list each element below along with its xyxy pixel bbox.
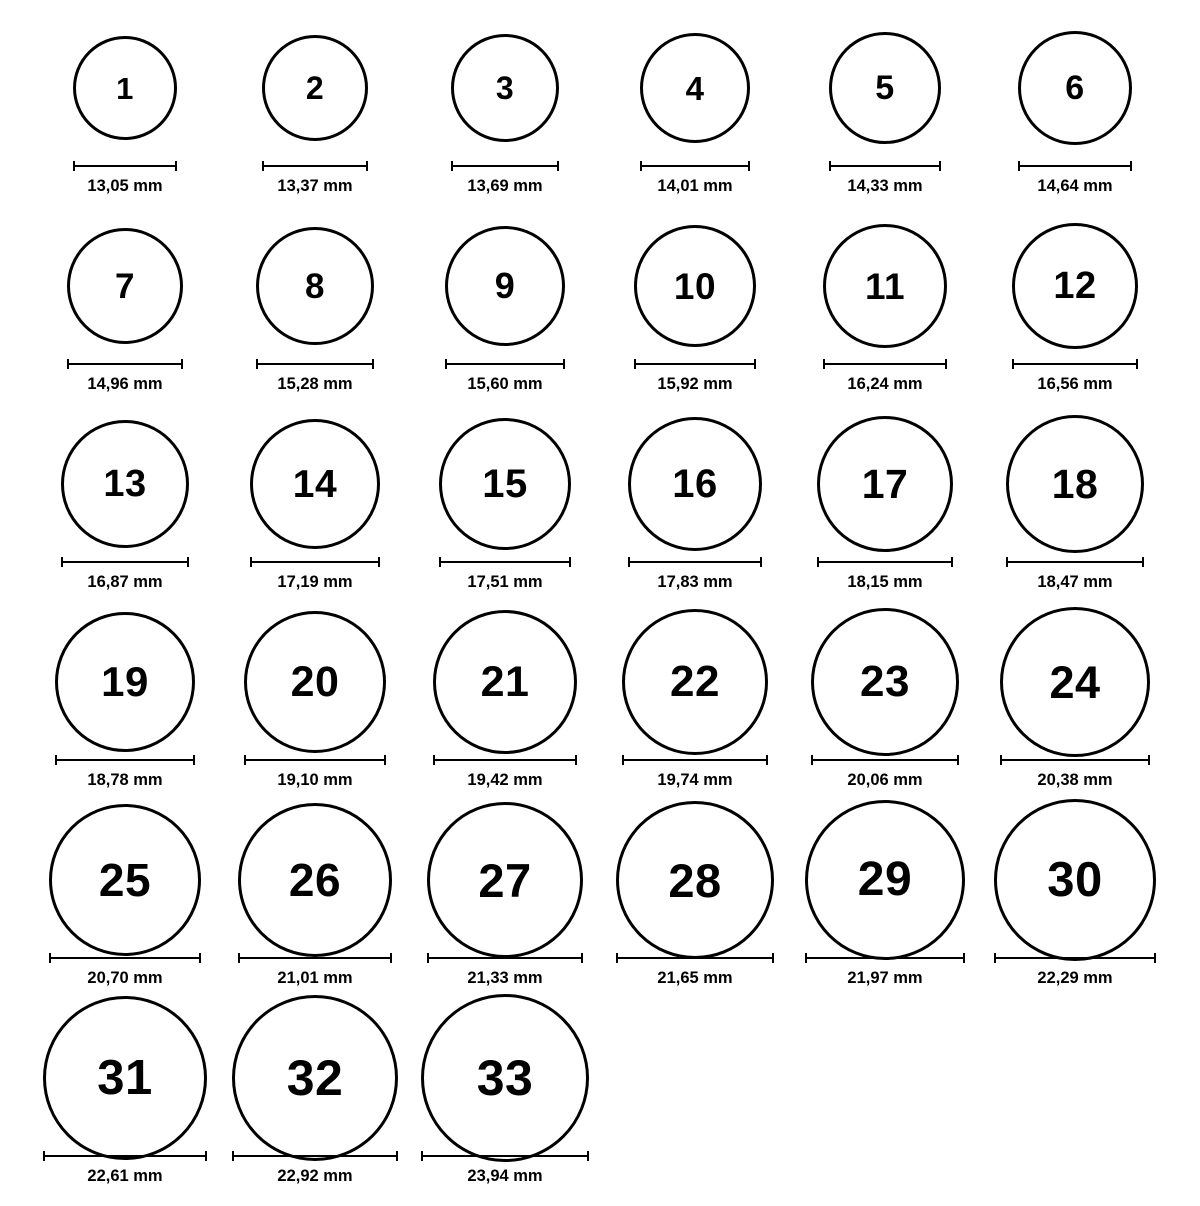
ring-size-cell xyxy=(220,216,410,414)
ring-size-grid xyxy=(0,18,1200,1206)
ring-circle-wrap xyxy=(445,216,565,356)
measure-bar xyxy=(640,160,750,172)
measure-bar xyxy=(451,160,559,172)
ring-circle-wrap xyxy=(1000,612,1150,752)
ring-size-cell xyxy=(600,612,790,810)
ring-size-number: 21 xyxy=(480,657,530,706)
ring-diameter-label: 14,96 mm xyxy=(87,375,163,393)
ring-circle xyxy=(49,804,201,956)
ring-size-number: 11 xyxy=(864,265,906,307)
ring-size-number: 30 xyxy=(1047,852,1103,907)
ring-circle xyxy=(1006,415,1144,553)
ring-size-cell xyxy=(410,18,600,216)
ring-circle-wrap xyxy=(73,18,177,158)
ring-size-number: 3 xyxy=(495,70,515,106)
ring-size-number: 16 xyxy=(672,462,718,506)
measure-bar xyxy=(238,952,392,964)
ring-circle-wrap xyxy=(439,414,571,554)
measure-bar xyxy=(622,754,768,766)
ring-circle xyxy=(1012,223,1138,349)
ring-circle xyxy=(616,801,774,959)
ring-circle-wrap xyxy=(244,612,386,752)
ring-diameter-label: 16,24 mm xyxy=(847,375,923,393)
ring-circle-wrap xyxy=(829,18,941,158)
ring-size-cell xyxy=(410,1008,600,1206)
ring-size-cell xyxy=(600,810,790,1008)
ring-diameter-label: 15,92 mm xyxy=(657,375,733,393)
ring-diameter-label: 20,06 mm xyxy=(847,771,923,789)
ring-size-cell xyxy=(600,216,790,414)
ring-size-number: 24 xyxy=(1049,656,1101,708)
measure-bar xyxy=(73,160,177,172)
ring-diameter-label: 16,87 mm xyxy=(87,573,163,591)
measure-bar xyxy=(262,160,368,172)
measure-bar xyxy=(256,358,374,370)
measure-bar xyxy=(49,952,201,964)
ring-circle-wrap xyxy=(232,1008,398,1148)
ring-size-number: 26 xyxy=(288,854,342,906)
ring-size-cell xyxy=(410,216,600,414)
ring-circle-wrap xyxy=(256,216,374,356)
ring-diameter-label: 15,28 mm xyxy=(277,375,353,393)
ring-size-number: 1 xyxy=(116,70,134,106)
ring-circle-wrap xyxy=(823,216,947,356)
ring-circle xyxy=(451,34,559,142)
ring-size-cell xyxy=(30,216,220,414)
ring-circle xyxy=(628,417,762,551)
ring-diameter-label: 21,97 mm xyxy=(847,969,923,987)
ring-size-cell xyxy=(220,810,410,1008)
ring-circle-wrap xyxy=(262,18,368,158)
ring-size-number: 31 xyxy=(97,1050,153,1105)
ring-circle xyxy=(817,416,953,552)
ring-circle xyxy=(61,420,189,548)
ring-circle-wrap xyxy=(421,1008,589,1148)
ring-circle-wrap xyxy=(49,810,201,950)
ring-circle-wrap xyxy=(43,1008,207,1148)
ring-circle xyxy=(232,995,398,1161)
ring-size-number: 4 xyxy=(685,69,705,107)
ring-diameter-label: 14,64 mm xyxy=(1037,177,1113,195)
ring-size-cell xyxy=(410,612,600,810)
ring-diameter-label: 14,33 mm xyxy=(847,177,923,195)
ring-circle xyxy=(1000,607,1150,757)
ring-size-cell xyxy=(600,414,790,612)
ring-circle xyxy=(250,419,380,549)
ring-diameter-label: 17,83 mm xyxy=(657,573,733,591)
ring-circle-wrap xyxy=(616,810,774,950)
ring-size-cell xyxy=(790,414,980,612)
ring-circle xyxy=(622,609,768,755)
ring-circle-wrap xyxy=(811,612,959,752)
measure-bar xyxy=(421,1150,589,1162)
measure-bar xyxy=(1006,556,1144,568)
ring-size-cell xyxy=(980,612,1170,810)
ring-size-number: 18 xyxy=(1051,460,1099,507)
measure-bar xyxy=(43,1150,207,1162)
measure-bar xyxy=(61,556,189,568)
ring-circle xyxy=(238,803,392,957)
ring-diameter-label: 18,15 mm xyxy=(847,573,923,591)
ring-size-cell xyxy=(980,18,1170,216)
measure-bar xyxy=(616,952,774,964)
ring-circle xyxy=(73,36,177,140)
ring-diameter-label: 21,65 mm xyxy=(657,969,733,987)
ring-diameter-label: 17,51 mm xyxy=(467,573,543,591)
ring-diameter-label: 13,37 mm xyxy=(277,177,353,195)
ring-size-cell xyxy=(790,810,980,1008)
ring-size-number: 23 xyxy=(860,657,910,706)
ring-diameter-label: 22,29 mm xyxy=(1037,969,1113,987)
ring-size-cell xyxy=(220,414,410,612)
ring-circle xyxy=(256,227,374,345)
ring-size-cell xyxy=(980,216,1170,414)
ring-size-number: 14 xyxy=(292,462,338,506)
ring-size-cell xyxy=(980,810,1170,1008)
ring-circle-wrap xyxy=(238,810,392,950)
ring-size-cell xyxy=(980,414,1170,612)
ring-diameter-label: 19,42 mm xyxy=(467,771,543,789)
ring-diameter-label: 19,74 mm xyxy=(657,771,733,789)
measure-bar xyxy=(823,358,947,370)
ring-circle xyxy=(262,35,368,141)
measure-bar xyxy=(628,556,762,568)
ring-size-number: 19 xyxy=(101,658,149,705)
ring-size-cell xyxy=(30,612,220,810)
measure-bar xyxy=(250,556,380,568)
ring-diameter-label: 13,69 mm xyxy=(467,177,543,195)
ring-size-cell xyxy=(410,414,600,612)
measure-bar xyxy=(634,358,756,370)
measure-bar xyxy=(817,556,953,568)
ring-circle-wrap xyxy=(805,810,965,950)
ring-circle-wrap xyxy=(640,18,750,158)
ring-circle xyxy=(634,225,756,347)
ring-circle xyxy=(427,802,583,958)
ring-circle-wrap xyxy=(1018,18,1132,158)
ring-diameter-label: 19,10 mm xyxy=(277,771,353,789)
ring-size-number: 6 xyxy=(1065,69,1085,107)
measure-bar xyxy=(427,952,583,964)
measure-bar xyxy=(67,358,183,370)
ring-size-number: 15 xyxy=(482,462,528,506)
measure-bar xyxy=(439,556,571,568)
ring-circle xyxy=(433,610,577,754)
ring-circle xyxy=(67,228,183,344)
measure-bar xyxy=(994,952,1156,964)
ring-size-cell xyxy=(790,612,980,810)
ring-circle-wrap xyxy=(55,612,195,752)
ring-circle xyxy=(445,226,565,346)
measure-bar xyxy=(244,754,386,766)
ring-circle xyxy=(43,996,207,1160)
ring-circle-wrap xyxy=(628,414,762,554)
ring-circle-wrap xyxy=(433,612,577,752)
measure-bar xyxy=(433,754,577,766)
ring-circle-wrap xyxy=(817,414,953,554)
ring-circle-wrap xyxy=(1006,414,1144,554)
ring-size-cell xyxy=(220,612,410,810)
ring-size-cell xyxy=(30,810,220,1008)
ring-size-number: 12 xyxy=(1053,265,1097,307)
ring-size-number: 9 xyxy=(494,265,516,306)
ring-circle xyxy=(439,418,571,550)
measure-bar xyxy=(1000,754,1150,766)
ring-circle xyxy=(421,994,589,1162)
ring-circle xyxy=(805,800,965,960)
ring-diameter-label: 22,61 mm xyxy=(87,1167,163,1185)
ring-size-cell xyxy=(30,18,220,216)
ring-circle-wrap xyxy=(67,216,183,356)
ring-diameter-label: 21,33 mm xyxy=(467,969,543,987)
ring-diameter-label: 13,05 mm xyxy=(87,177,163,195)
ring-circle xyxy=(994,799,1156,961)
ring-size-number: 27 xyxy=(478,853,532,907)
measure-bar xyxy=(55,754,195,766)
ring-size-number: 13 xyxy=(103,463,147,505)
ring-circle-wrap xyxy=(1012,216,1138,356)
measure-bar xyxy=(1012,358,1138,370)
ring-size-number: 8 xyxy=(305,266,325,306)
ring-diameter-label: 22,92 mm xyxy=(277,1167,353,1185)
ring-diameter-label: 20,38 mm xyxy=(1037,771,1113,789)
ring-size-number: 20 xyxy=(290,657,340,706)
ring-circle-wrap xyxy=(250,414,380,554)
ring-circle-wrap xyxy=(622,612,768,752)
ring-circle-wrap xyxy=(994,810,1156,950)
measure-bar xyxy=(829,160,941,172)
measure-bar xyxy=(805,952,965,964)
ring-size-number: 7 xyxy=(115,266,135,306)
ring-size-number: 2 xyxy=(305,70,325,106)
ring-circle-wrap xyxy=(61,414,189,554)
ring-size-number: 33 xyxy=(476,1050,534,1106)
ring-circle xyxy=(829,32,941,144)
ring-circle xyxy=(55,612,195,752)
ring-size-cell xyxy=(30,414,220,612)
ring-circle xyxy=(823,224,947,348)
ring-diameter-label: 14,01 mm xyxy=(657,177,733,195)
ring-size-cell xyxy=(790,216,980,414)
ring-size-number: 17 xyxy=(861,460,909,507)
ring-size-number: 22 xyxy=(670,657,720,706)
ring-size-number: 28 xyxy=(668,853,722,907)
measure-bar xyxy=(1018,160,1132,172)
ring-diameter-label: 15,60 mm xyxy=(467,375,543,393)
ring-diameter-label: 18,78 mm xyxy=(87,771,163,789)
ring-diameter-label: 16,56 mm xyxy=(1037,375,1113,393)
ring-diameter-label: 20,70 mm xyxy=(87,969,163,987)
ring-size-cell xyxy=(30,1008,220,1206)
ring-size-number: 10 xyxy=(673,265,717,307)
ring-diameter-label: 23,94 mm xyxy=(467,1167,543,1185)
ring-size-cell xyxy=(410,810,600,1008)
ring-circle xyxy=(811,608,959,756)
ring-size-number: 29 xyxy=(857,853,913,906)
measure-bar xyxy=(811,754,959,766)
ring-size-cell xyxy=(220,18,410,216)
ring-circle xyxy=(640,33,750,143)
ring-size-cell xyxy=(220,1008,410,1206)
measure-bar xyxy=(445,358,565,370)
ring-diameter-label: 18,47 mm xyxy=(1037,573,1113,591)
ring-size-cell xyxy=(790,18,980,216)
ring-size-number: 32 xyxy=(286,1050,344,1106)
ring-circle-wrap xyxy=(427,810,583,950)
ring-circle-wrap xyxy=(451,18,559,158)
ring-circle xyxy=(244,611,386,753)
ring-circle-wrap xyxy=(634,216,756,356)
measure-bar xyxy=(232,1150,398,1162)
ring-size-number: 25 xyxy=(98,854,152,906)
ring-circle xyxy=(1018,31,1132,145)
ring-size-number: 5 xyxy=(875,69,895,107)
ring-diameter-label: 21,01 mm xyxy=(277,969,353,987)
ring-size-cell xyxy=(600,18,790,216)
ring-diameter-label: 17,19 mm xyxy=(277,573,353,591)
